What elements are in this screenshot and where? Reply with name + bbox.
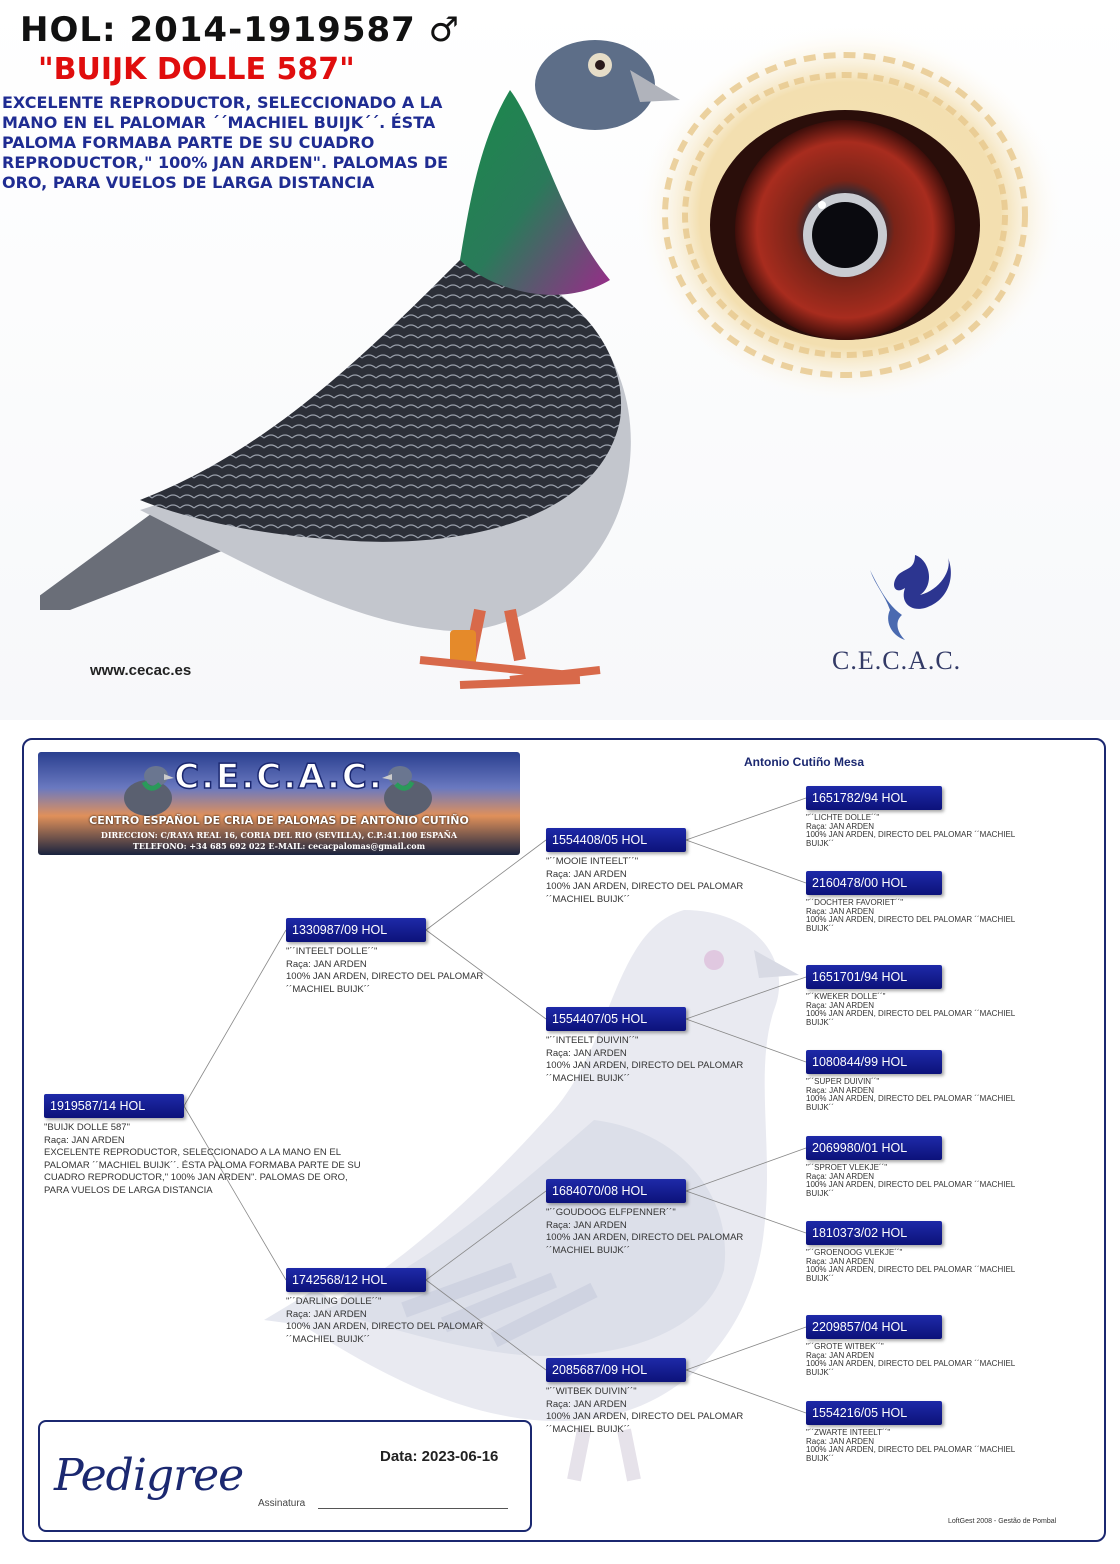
great-grandparent-1-race: Raça: JAN ARDEN [806, 821, 875, 831]
dam-line2: ´´MACHIEL BUIJK´´ [286, 1333, 371, 1345]
cecac-banner [38, 752, 520, 855]
grandparent-4-race: Raça: JAN ARDEN [546, 1398, 627, 1410]
grandparent-2-ring-box[interactable]: 1554407/05 HOL [546, 1007, 686, 1031]
great-grandparent-6-line2: BUIJK´´ [806, 1273, 834, 1283]
great-grandparent-1-ring-box[interactable]: 1651782/94 HOL [806, 786, 942, 810]
dam-name: "´´DARLING DOLLE´´" [286, 1296, 382, 1307]
grandparent-1-ring-box[interactable]: 1554408/05 HOL [546, 828, 686, 852]
great-grandparent-4-line2: BUIJK´´ [806, 1102, 834, 1112]
great-grandparent-2-info [806, 899, 1015, 933]
software-footer: LoftGest 2008 - Gestão de Pombal [948, 1518, 1057, 1525]
grandparent-4-ring-box[interactable]: 2085687/09 HOL [546, 1358, 686, 1382]
signature-label: Assinatura [258, 1498, 306, 1509]
great-grandparent-6-name: "´´GROENOOG VLEKJE´´" [806, 1248, 903, 1257]
grandparent-3-line2: ´´MACHIEL BUIJK´´ [546, 1244, 631, 1256]
main-pigeon-text: EXCELENTE REPRODUCTOR, SELECCIONADO A LA MANO EN EL PALOMAR ´´MACHIEL BUIJK´´. ÉSTA PALOMA FORMABA PARTE DE SU CUADRO REPRODUCTOR," 100% JAN ARDEN". PALOMAS DE ORO, PARA VUELOS DE LARGA DISTANCIA [44, 1147, 361, 1196]
great-grandparent-4-info [806, 1078, 1015, 1112]
main-pigeon-ring-box[interactable]: 1919587/14 HOL [44, 1094, 184, 1118]
great-grandparent-7-info [806, 1343, 1015, 1377]
great-grandparent-1-line2: BUIJK´´ [806, 838, 834, 848]
great-grandparent-8-line1: 100% JAN ARDEN, DIRECTO DEL PALOMAR ´´MACHIEL [806, 1445, 1016, 1454]
main-pigeon-info [44, 1122, 374, 1197]
grandparent-4-line1: 100% JAN ARDEN, DIRECTO DEL PALOMAR [546, 1411, 744, 1422]
great-grandparent-2-race: Raça: JAN ARDEN [806, 906, 875, 916]
great-grandparent-5-race: Raça: JAN ARDEN [806, 1171, 875, 1181]
pedigree-script-title: Pedigree [54, 1450, 244, 1501]
grandparent-1-line1: 100% JAN ARDEN, DIRECTO DEL PALOMAR [546, 881, 744, 892]
grandparent-3-line1: 100% JAN ARDEN, DIRECTO DEL PALOMAR [546, 1232, 744, 1243]
grandparent-2-line1: 100% JAN ARDEN, DIRECTO DEL PALOMAR [546, 1060, 744, 1071]
grandparent-3-name: "´´GOUDOOG ELFPENNER´´" [546, 1207, 676, 1218]
great-grandparent-3-name: "´´KWEKER DOLLE´´" [806, 992, 886, 1001]
great-grandparent-5-line2: BUIJK´´ [806, 1188, 834, 1198]
great-grandparent-7-line2: BUIJK´´ [806, 1367, 834, 1377]
great-grandparent-1-name: "´´LICHTE DOLLE´´" [806, 813, 880, 822]
sire-line1: 100% JAN ARDEN, DIRECTO DEL PALOMAR [286, 971, 484, 982]
great-grandparent-8-info [806, 1429, 1015, 1463]
pedigree-card [22, 738, 1106, 1542]
great-grandparent-2-line2: BUIJK´´ [806, 923, 834, 933]
sire-info [286, 946, 483, 996]
great-grandparent-4-race: Raça: JAN ARDEN [806, 1085, 875, 1095]
signature-panel [38, 1420, 532, 1532]
grandparent-3-ring-box[interactable]: 1684070/08 HOL [546, 1179, 686, 1203]
great-grandparent-3-race: Raça: JAN ARDEN [806, 1000, 875, 1010]
dam-race: Raça: JAN ARDEN [286, 1308, 367, 1320]
great-grandparent-8-name: "´´ZWARTE INTEELT´´" [806, 1428, 891, 1437]
cecac-logo-text: C.E.C.A.C. [832, 646, 962, 675]
dam-line1: 100% JAN ARDEN, DIRECTO DEL PALOMAR [286, 1321, 484, 1332]
owner-name: Antonio Cutiño Mesa [744, 755, 864, 769]
grandparent-1-race: Raça: JAN ARDEN [546, 868, 627, 880]
banner-title: C.E.C.A.C. [174, 757, 384, 797]
great-grandparent-4-ring-box[interactable]: 1080844/99 HOL [806, 1050, 942, 1074]
grandparent-1-line2: ´´MACHIEL BUIJK´´ [546, 893, 631, 905]
sire-ring-box[interactable]: 1330987/09 HOL [286, 918, 426, 942]
great-grandparent-3-line1: 100% JAN ARDEN, DIRECTO DEL PALOMAR ´´MACHIEL [806, 1009, 1016, 1018]
grandparent-1-info [546, 856, 743, 906]
signature-line[interactable] [318, 1508, 508, 1509]
great-grandparent-3-ring-box[interactable]: 1651701/94 HOL [806, 965, 942, 989]
great-grandparent-5-ring-box[interactable]: 2069980/01 HOL [806, 1136, 942, 1160]
sire-line2: ´´MACHIEL BUIJK´´ [286, 983, 371, 995]
great-grandparent-8-line2: BUIJK´´ [806, 1453, 834, 1463]
grandparent-2-line2: ´´MACHIEL BUIJK´´ [546, 1072, 631, 1084]
great-grandparent-6-info [806, 1249, 1015, 1283]
eye-closeup-image [620, 0, 1080, 420]
dam-ring-box[interactable]: 1742568/12 HOL [286, 1268, 426, 1292]
banner-center-name: CENTRO ESPAÑOL DE CRIA DE PALOMAS DE ANTONIO CUTIÑO [89, 814, 469, 827]
great-grandparent-2-name: "´´DOCHTER FAVORIET´´" [806, 898, 904, 907]
cecac-bird-logo-icon [860, 540, 960, 650]
grandparent-3-info [546, 1207, 743, 1257]
sire-name: "´´INTEELT DOLLE´´" [286, 946, 378, 957]
great-grandparent-7-race: Raça: JAN ARDEN [806, 1350, 875, 1360]
grandparent-2-info [546, 1035, 743, 1085]
banner-contact: TELEFONO: +34 685 692 022 E-MAIL: cecacpalomas@gmail.com [132, 841, 426, 851]
great-grandparent-1-info [806, 814, 1015, 848]
great-grandparent-5-line1: 100% JAN ARDEN, DIRECTO DEL PALOMAR ´´MACHIEL [806, 1180, 1016, 1189]
great-grandparent-3-info [806, 993, 1015, 1027]
great-grandparent-7-name: "´´GROTE WITBEK´´" [806, 1342, 884, 1351]
great-grandparent-5-info [806, 1164, 1015, 1198]
great-grandparent-7-line1: 100% JAN ARDEN, DIRECTO DEL PALOMAR ´´MACHIEL [806, 1359, 1016, 1368]
great-grandparent-5-name: "´´SPROET VLEKJE´´" [806, 1163, 888, 1172]
pigeon-name: "BUIJK DOLLE 587" [38, 52, 355, 87]
main-pigeon-name: "BUIJK DOLLE 587" [44, 1122, 130, 1133]
grandparent-2-race: Raça: JAN ARDEN [546, 1047, 627, 1059]
great-grandparent-4-name: "´´SUPER DUIVIN´´" [806, 1077, 880, 1086]
pedigree-date: Data: 2023-06-16 [380, 1448, 499, 1465]
banner-address: DIRECCION: C/RAYA REAL 16, CORIA DEL RIO (SEVILLA), C.P.:41.100 ESPAÑA [100, 830, 458, 840]
great-grandparent-4-line1: 100% JAN ARDEN, DIRECTO DEL PALOMAR ´´MACHIEL [806, 1094, 1016, 1103]
grandparent-3-race: Raça: JAN ARDEN [546, 1219, 627, 1231]
dam-info [286, 1296, 483, 1346]
grandparent-4-name: "´´WITBEK DUIVIN´´" [546, 1386, 637, 1397]
great-grandparent-6-line1: 100% JAN ARDEN, DIRECTO DEL PALOMAR ´´MACHIEL [806, 1265, 1016, 1274]
great-grandparent-2-line1: 100% JAN ARDEN, DIRECTO DEL PALOMAR ´´MACHIEL [806, 915, 1016, 924]
great-grandparent-3-line2: BUIJK´´ [806, 1017, 834, 1027]
great-grandparent-8-ring-box[interactable]: 1554216/05 HOL [806, 1401, 942, 1425]
pigeon-description: EXCELENTE REPRODUCTOR, SELECCIONADO A LA MANO EN EL PALOMAR ´´MACHIEL BUIJK´´. ÉSTA PALOMA FORMABA PARTE DE SU CUADRO REPRODUCTOR," 100% JAN ARDEN". PALOMAS DE ORO, PARA VUELOS DE LARGA DISTANCIA [2, 93, 449, 192]
sire-race: Raça: JAN ARDEN [286, 958, 367, 970]
pigeon-ring-title: HOL: 2014-1919587 ♂ [20, 10, 461, 50]
main-pigeon-race: Raça: JAN ARDEN [44, 1134, 125, 1146]
website-link[interactable]: www.cecac.es [90, 662, 192, 679]
great-grandparent-7-ring-box[interactable]: 2209857/04 HOL [806, 1315, 942, 1339]
promo-poster [0, 0, 1120, 720]
grandparent-2-name: "´´INTEELT DUIVIN´´" [546, 1035, 639, 1046]
great-grandparent-8-race: Raça: JAN ARDEN [806, 1436, 875, 1446]
great-grandparent-6-ring-box[interactable]: 1810373/02 HOL [806, 1221, 942, 1245]
great-grandparent-6-race: Raça: JAN ARDEN [806, 1256, 875, 1266]
grandparent-4-line2: ´´MACHIEL BUIJK´´ [546, 1423, 631, 1435]
grandparent-4-info [546, 1386, 743, 1436]
great-grandparent-2-ring-box[interactable]: 2160478/00 HOL [806, 871, 942, 895]
grandparent-1-name: "´´MOOIE INTEELT´´" [546, 856, 639, 867]
great-grandparent-1-line1: 100% JAN ARDEN, DIRECTO DEL PALOMAR ´´MACHIEL [806, 830, 1016, 839]
